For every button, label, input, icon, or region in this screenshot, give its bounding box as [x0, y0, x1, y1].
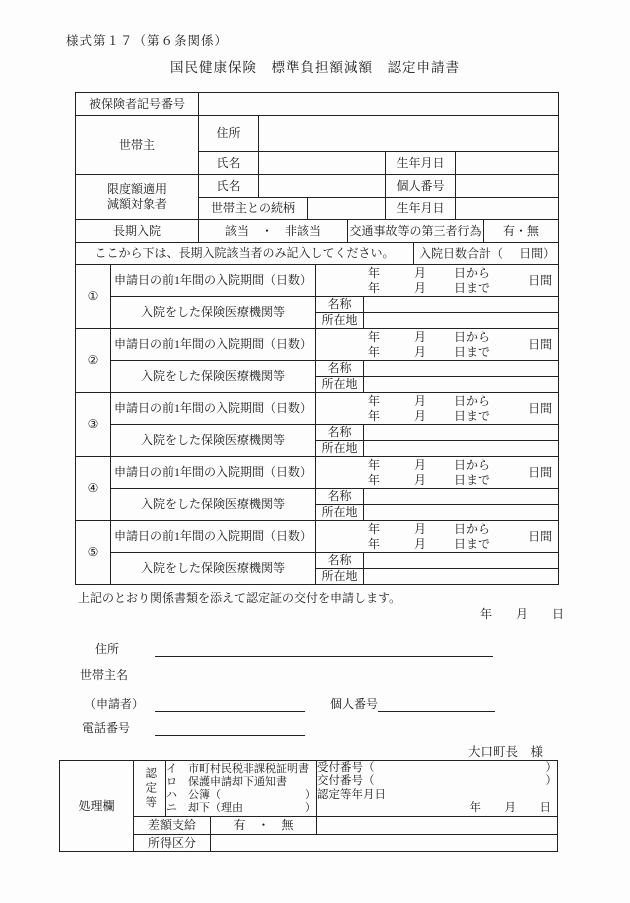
signature-phone-label: 電話番号 — [82, 721, 131, 735]
relation-input[interactable] — [308, 198, 386, 220]
days-unit-label: 日間 — [528, 337, 553, 351]
period-input[interactable] — [316, 457, 559, 489]
section-number: ⑤ — [76, 521, 111, 585]
days-unit-label: 日間 — [528, 529, 553, 543]
signature-phone-input[interactable] — [155, 722, 305, 736]
day-to-label: 日まで — [454, 408, 491, 423]
difference-payment-options[interactable]: 有 ・ 無 — [211, 817, 317, 835]
relation-label: 世帯主との続柄 — [199, 198, 308, 220]
insured-number-label: 被保険者記号番号 — [76, 93, 199, 116]
period-input[interactable] — [316, 265, 559, 297]
signature-personal-number-input[interactable] — [378, 698, 495, 712]
period-label: 申請日の前1年間の入院期間（日数） — [111, 457, 316, 489]
year-label: 年 — [368, 329, 381, 344]
day-from-label: 日から — [454, 521, 491, 536]
section-number: ③ — [76, 393, 111, 457]
facility-name-label: 名称 — [316, 297, 364, 313]
facility-name-input[interactable] — [364, 297, 559, 313]
reduction-target-label-line1: 限度額適用 — [107, 182, 168, 196]
long-term-label: 長期入院 — [76, 220, 199, 243]
total-days-suffix: 日間） — [519, 246, 556, 260]
period-label: 申請日の前1年間の入院期間（日数） — [111, 329, 316, 361]
month-label: 月 — [414, 457, 427, 472]
day-to-label: 日まで — [454, 344, 491, 359]
facility-name-label: 名称 — [316, 553, 364, 569]
signature-address-input[interactable] — [155, 643, 493, 657]
month-label: 月 — [414, 329, 427, 344]
facility-address-label: 所在地 — [316, 505, 364, 521]
signature-householder-row — [80, 666, 128, 682]
signature-applicant-label: （申請者） — [84, 697, 145, 711]
month-label: 月 — [414, 472, 427, 487]
signature-applicant-input[interactable] — [155, 698, 305, 712]
signature-address-row — [95, 640, 493, 656]
period-to-line — [316, 473, 558, 488]
certification-item[interactable]: ニ 却下（理由 ） — [166, 801, 316, 814]
facility-address-input[interactable] — [364, 505, 559, 521]
householder-address-input[interactable] — [259, 116, 559, 152]
day-from-label: 日から — [454, 457, 491, 472]
facility-address-label: 所在地 — [316, 441, 364, 457]
householder-address-label: 住所 — [199, 116, 259, 152]
days-unit-label: 日間 — [528, 273, 553, 287]
target-name-label: 氏名 — [199, 175, 259, 198]
certification-date-line: 認定等年月日 — [317, 788, 386, 801]
issue-number-line: 交付番号（ ） — [317, 775, 557, 787]
hospital-label: 入院をした保険医療機関等 — [111, 489, 316, 521]
insured-number-input[interactable] — [199, 93, 559, 116]
certification-item[interactable]: ハ 公簿（ ） — [166, 788, 316, 801]
target-personal-number-label: 個人番号 — [386, 175, 456, 198]
total-days-prefix: 入院日数合計（ — [419, 246, 504, 260]
facility-name-input[interactable] — [364, 425, 559, 441]
days-unit-label: 日間 — [528, 465, 553, 479]
period-label: 申請日の前1年間の入院期間（日数） — [111, 393, 316, 425]
processing-title: 処理欄 — [60, 761, 134, 852]
certification-item[interactable]: ロ 保護申請却下通知書 — [166, 775, 287, 788]
certification-item[interactable]: イ 市町村民税非課税証明書 — [166, 762, 309, 775]
month-label: 月 — [414, 536, 427, 551]
section-number: ① — [76, 265, 111, 329]
householder-birthdate-label: 生年月日 — [386, 152, 456, 175]
long-term-eligibility-options[interactable]: 該当 ・ 非該当 — [199, 220, 348, 243]
processing-table — [59, 760, 558, 852]
day-to-label: 日まで — [454, 472, 491, 487]
year-label: 年 — [368, 536, 381, 551]
reduction-target-label-line2: 減額対象者 — [107, 197, 168, 211]
month-label: 月 — [414, 344, 427, 359]
period-input[interactable] — [316, 521, 559, 553]
certification-items — [166, 761, 317, 817]
income-category-label: 所得区分 — [134, 835, 211, 852]
declaration-text: 上記のとおり関係書類を添えて認定証の交付を申請します。 — [78, 591, 402, 605]
year-label: 年 — [368, 472, 381, 487]
signature-personal-number-label: 個人番号 — [330, 697, 379, 711]
period-to-line — [316, 409, 558, 424]
declaration-date[interactable]: 年 月 日 — [479, 607, 564, 621]
hospital-label: 入院をした保険医療機関等 — [111, 553, 316, 585]
day-from-label: 日から — [454, 329, 491, 344]
period-from-line — [316, 522, 558, 537]
period-input[interactable] — [316, 329, 559, 361]
signature-address-label: 住所 — [95, 642, 120, 656]
signature-applicant-row — [84, 695, 495, 711]
facility-name-label: 名称 — [316, 425, 364, 441]
target-birthdate-label: 生年月日 — [386, 198, 456, 220]
signature-householder-label: 世帯主名 — [80, 668, 129, 682]
facility-name-input[interactable] — [364, 553, 559, 569]
facility-address-label: 所在地 — [316, 569, 364, 585]
period-from-line — [316, 458, 558, 473]
month-label: 月 — [414, 521, 427, 536]
householder-name-input[interactable] — [259, 152, 386, 175]
facility-address-input[interactable] — [364, 569, 559, 585]
hospital-label: 入院をした保険医療機関等 — [111, 297, 316, 329]
target-name-input[interactable] — [259, 175, 386, 198]
year-label: 年 — [368, 344, 381, 359]
year-label: 年 — [368, 280, 381, 295]
total-days-cell[interactable] — [414, 243, 559, 265]
certification-date-ymd: 年 月 日 — [469, 802, 557, 814]
difference-payment-label: 差額支給 — [134, 817, 211, 835]
page-title: 国民健康保険 標準負担額減額 認定申請書 — [170, 60, 460, 75]
reduction-target-label — [76, 175, 199, 220]
third-party-label: 交通事故等の第三者行為 — [348, 220, 484, 243]
period-input[interactable] — [316, 393, 559, 425]
office-use-cell[interactable] — [317, 761, 558, 817]
facility-name-input[interactable] — [364, 489, 559, 505]
facility-address-input[interactable] — [364, 313, 559, 329]
householder-label: 世帯主 — [76, 116, 199, 175]
month-label: 月 — [414, 280, 427, 295]
long-term-note: ここから下は、長期入院該当者のみ記入してください。 — [76, 243, 414, 265]
month-label: 月 — [414, 408, 427, 423]
difference-payment-input[interactable] — [317, 817, 558, 835]
income-category-input[interactable] — [211, 835, 558, 852]
signature-phone-row — [82, 719, 305, 735]
certification-label: 認定等 — [134, 761, 166, 817]
facility-name-input[interactable] — [364, 361, 559, 377]
period-label: 申請日の前1年間の入院期間（日数） — [111, 265, 316, 297]
facility-name-label: 名称 — [316, 489, 364, 505]
section-number: ② — [76, 329, 111, 393]
period-label: 申請日の前1年間の入院期間（日数） — [111, 521, 316, 553]
period-to-line — [316, 537, 558, 552]
month-label: 月 — [414, 393, 427, 408]
day-from-label: 日から — [454, 393, 491, 408]
year-label: 年 — [368, 408, 381, 423]
householder-birthdate-input[interactable] — [456, 152, 559, 175]
day-from-label: 日から — [454, 265, 491, 280]
period-from-line — [316, 394, 558, 409]
target-personal-number-input[interactable] — [456, 175, 559, 198]
period-from-line — [316, 330, 558, 345]
householder-name-label: 氏名 — [199, 152, 259, 175]
third-party-options[interactable]: 有・無 — [484, 220, 559, 243]
target-birthdate-input[interactable] — [456, 198, 559, 220]
facility-address-input[interactable] — [364, 441, 559, 457]
year-label: 年 — [368, 265, 381, 280]
hospital-label: 入院をした保険医療機関等 — [111, 361, 316, 393]
day-to-label: 日まで — [454, 536, 491, 551]
year-label: 年 — [368, 457, 381, 472]
year-label: 年 — [368, 393, 381, 408]
facility-address-label: 所在地 — [316, 313, 364, 329]
form-number: 様式第１７（第６条関係） — [66, 34, 229, 48]
main-form-table — [75, 92, 559, 585]
addressee: 大口町長 様 — [467, 745, 543, 759]
month-label: 月 — [414, 265, 427, 280]
period-to-line — [316, 345, 558, 360]
receipt-number-line: 受付番号（ ） — [317, 761, 557, 774]
facility-address-input[interactable] — [364, 377, 559, 393]
year-label: 年 — [368, 521, 381, 536]
facility-name-label: 名称 — [316, 361, 364, 377]
day-to-label: 日まで — [454, 280, 491, 295]
facility-address-label: 所在地 — [316, 377, 364, 393]
hospital-label: 入院をした保険医療機関等 — [111, 425, 316, 457]
days-unit-label: 日間 — [528, 401, 553, 415]
period-from-line — [316, 266, 558, 281]
section-number: ④ — [76, 457, 111, 521]
period-to-line — [316, 281, 558, 296]
